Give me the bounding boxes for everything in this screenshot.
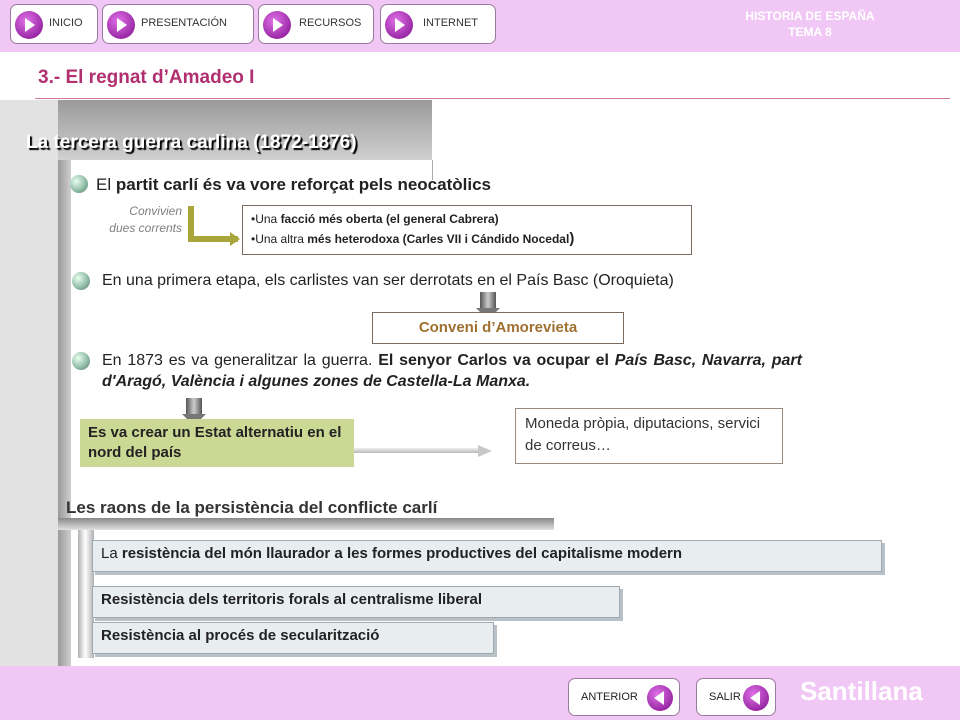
point-1873: [102, 350, 802, 392]
raon-prefix: La: [101, 545, 122, 562]
nav-presentacion-label: PRESENTACIÓN: [141, 17, 227, 29]
salir-button[interactable]: [696, 678, 776, 716]
moneda-box: Moneda pròpia, diputacions, servici de correus…: [515, 408, 783, 464]
course-header: [735, 8, 885, 40]
point-neocatolics-prefix: El: [96, 175, 112, 194]
factions-box: [242, 205, 692, 255]
bullet-icon: [72, 352, 90, 370]
point-1873-bold: El senyor Carlos va ocupar el: [372, 352, 609, 369]
currents-label-line1: Convivien: [129, 204, 182, 218]
nav-recursos-label: RECURSOS: [299, 17, 362, 29]
anterior-button[interactable]: [568, 678, 680, 716]
left-decor-panel: [0, 100, 58, 666]
brand-logo: Santillana: [800, 676, 923, 706]
point-1873-italic: País Basc, Navarra, part d'Aragó, València i algunes zones de Castella-La Manxa.: [102, 352, 802, 390]
faction-item: [251, 229, 683, 249]
nav-inicio-button[interactable]: [10, 4, 98, 44]
conveni-box: Conveni d’Amorevieta: [372, 312, 624, 344]
faction-pre: •Una altra: [251, 232, 308, 246]
currents-label: [64, 203, 182, 237]
faction-bold: facció més oberta (el general Cabrera): [280, 212, 499, 226]
section-title: La tercera guerra carlina (1872-1876): [26, 132, 357, 153]
bullet-icon: [72, 272, 90, 290]
arrow-left-icon: [647, 685, 673, 711]
connector-line: [354, 448, 484, 453]
course-title: HISTORIA DE ESPAÑA: [745, 9, 875, 23]
arrow-right-icon: [478, 445, 492, 457]
arrow-left-icon: [743, 685, 769, 711]
bracket-arrow-icon: [188, 206, 238, 242]
point-1873-plain: En 1873 es va generalitzar la guerra.: [102, 352, 373, 369]
title-divider: [35, 98, 950, 99]
nav-inicio-label: INICIO: [49, 17, 83, 29]
nav-internet-label: INTERNET: [423, 17, 478, 29]
faction-item: [251, 210, 683, 229]
raon-text: resistència del món llaurador a les formes productives del capitalisme modern: [121, 545, 683, 562]
nav-internet-button[interactable]: [380, 4, 496, 44]
salir-label: SALIR: [709, 691, 741, 703]
nav-presentacion-button[interactable]: [102, 4, 254, 44]
raons-bar: [58, 518, 554, 530]
raon-item: Resistència dels territoris forals al centralisme liberal: [92, 586, 620, 618]
point-neocatolics-bold: partit carlí és va vore reforçat pels neocatòlics: [115, 175, 491, 194]
nav-recursos-button[interactable]: [258, 4, 374, 44]
point-oroquieta: En una primera etapa, els carlistes van ser derrotats en el País Basc (Oroquieta): [102, 272, 674, 289]
page-title: 3.- El regnat d’Amadeo I: [38, 67, 255, 88]
course-unit: TEMA 8: [788, 25, 832, 39]
faction-bold: més heterodoxa (Carles VII i Cándido Nocedal: [307, 232, 570, 246]
arrow-right-icon: [385, 11, 413, 39]
arrow-right-icon: [263, 11, 291, 39]
estat-box: Es va crear un Estat alternatiu en el nord del país: [80, 419, 354, 467]
raon-item: [92, 540, 882, 572]
currents-label-line2: dues corrents: [109, 221, 182, 235]
raon-item: Resistència al procés de secularització: [92, 622, 494, 654]
faction-pre: •Una: [251, 212, 281, 226]
point-neocatolics: [96, 175, 491, 195]
anterior-label: ANTERIOR: [581, 691, 638, 703]
arrow-right-icon: [15, 11, 43, 39]
bullet-icon: [70, 175, 88, 193]
faction-post: ): [569, 230, 575, 247]
raons-title: Les raons de la persistència del conflicte carlí: [66, 498, 438, 517]
arrow-right-icon: [107, 11, 135, 39]
